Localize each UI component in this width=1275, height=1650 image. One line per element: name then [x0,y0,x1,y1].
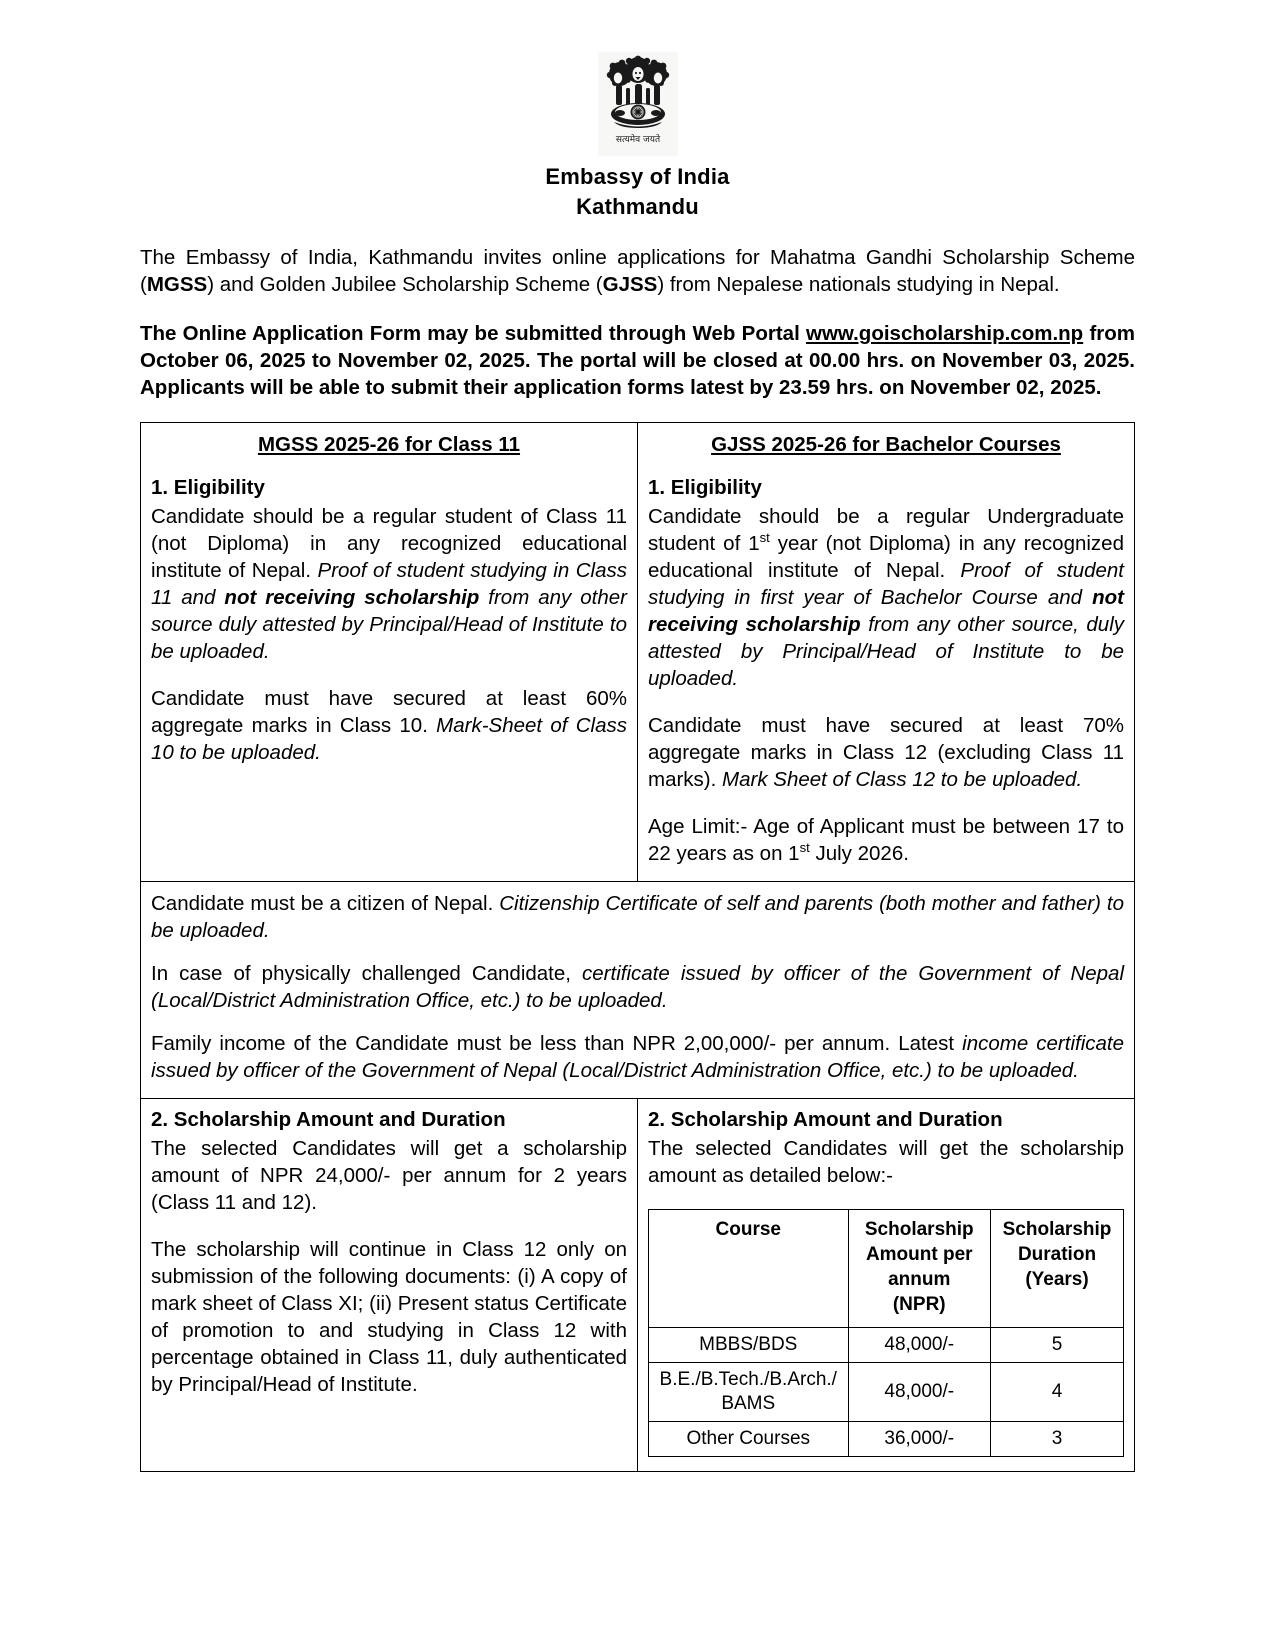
gjss-abbrev: GJSS [602,273,658,296]
gjss-age-limit-superscript: st [799,839,810,855]
course-years-cell: 4 [991,1362,1124,1421]
org-title-line2: Kathmandu [576,194,699,219]
mgss-eligibility-paragraph-2 [151,685,627,766]
course-amount-cell: 48,000/- [848,1362,991,1421]
intro-p1-text-a: The Embassy of India, Kathmandu invites online applications for Mahatma Gandhi Scholarship Scheme ( [140,246,1135,296]
intro-p1-text-c: ) from Nepalese nationals studying in Nepal. [657,273,1060,296]
family-income-italic: income certificate issued by officer of the Government of Nepal (Local/District Administration Office, etc.) to be uploaded. [151,1031,1124,1082]
mgss-elig-p1-italic-1: Proof of student studying in Class 11 and [151,558,628,609]
course-name-cell: MBBS/BDS [649,1327,849,1362]
mgss-amount-paragraph-1: The selected Candidates will get a scholarship amount of NPR 24,000/- per annum for 2 years (Class 11 and 12). [151,1136,627,1214]
course-column-header: Course [649,1209,849,1327]
intro-paragraph-1 [140,244,1135,298]
amount-column-header [848,1209,991,1327]
course-table-header-row [649,1209,1124,1327]
gjss-eligibility-paragraph-2 [648,712,1124,793]
mgss-elig-p2-italic: Mark-Sheet of Class 10 to be uploaded. [151,713,628,764]
table-row [649,1327,1124,1362]
gjss-elig-p1-italic-2: from any other source, duly attested by Principal/Head of Institute to be uploaded. [648,612,1124,690]
duration-header-line-3: (Years) [1025,1268,1089,1290]
web-portal-link[interactable]: www.goischolarship.com.np [806,322,1084,345]
course-name-cell [649,1362,849,1421]
family-income-paragraph [151,1030,1124,1084]
org-title-line1: Embassy of India [545,164,730,189]
mgss-amount-cell [141,1098,638,1471]
physically-challenged-italic: certificate issued by officer of the Government of Nepal (Local/District Administration Office, etc.) to be uploaded. [151,961,1125,1012]
physically-challenged-paragraph [151,960,1124,1014]
scholarship-comparison-table [140,422,1135,1472]
course-name-line-1: B.E./B.Tech./B.Arch./ [659,1368,837,1390]
amount-header-line-4: (NPR) [892,1293,946,1315]
mgss-column-header: MGSS 2025-26 for Class 11 [257,432,521,456]
gjss-elig-p1-bold-italic: not receiving scholarship [648,585,1124,636]
amount-header-line-2: Amount per [865,1243,973,1265]
eligibility-row [141,422,1135,881]
citizenship-paragraph [151,890,1124,944]
gjss-elig-p2-plain: Candidate must have secured at least 70% aggregate marks in Class 12 (excluding Class 11 marks). [648,713,1124,791]
course-name-line-2: BAMS [721,1392,776,1414]
course-amount-cell: 48,000/- [848,1327,991,1362]
intro-paragraph-2 [140,320,1135,401]
mgss-amount-heading: 2. Scholarship Amount and Duration [151,1107,506,1131]
scholarship-amount-row [141,1098,1135,1471]
physically-challenged-plain: In case of physically challenged Candidate, [151,961,583,985]
gjss-elig-p2-italic: Mark Sheet of Class 12 to be uploaded. [722,767,1083,791]
intro-p1-text-b: ) and Golden Jubilee Scholarship Scheme ( [207,273,603,296]
gjss-age-limit-paragraph [648,813,1124,867]
gjss-elig-p1-superscript: st [759,529,770,545]
common-requirements-row [141,881,1135,1098]
gjss-elig-p1-italic-1: Proof of student studying in first year of Bachelor Course and [648,558,1124,609]
duration-header-line-2: Duration [1017,1243,1097,1265]
course-years-cell: 3 [991,1421,1124,1456]
intro-p2-text-a: The Online Application Form may be submitted through Web Portal [140,322,807,345]
course-name-cell: Other Courses [649,1421,849,1456]
mgss-amount-paragraph-2: The scholarship will continue in Class 12 only on submission of the following documents: (i) A copy of mark sheet of Class XI; (ii) Present status Certificate of promotion to and studying in Class 12 with percentage obtained in Class 11, duly authenticated by Principal/Head of Institute. [151,1237,627,1396]
gjss-column-header: GJSS 2025-26 for Bachelor Courses [711,432,1061,456]
course-scholarship-table [648,1209,1124,1457]
gjss-age-limit-text-b: July 2026. [809,841,909,865]
family-income-plain: Family income of the Candidate must be less than NPR 2,00,000/- per annum. Latest [151,1031,963,1055]
citizenship-italic: Citizenship Certificate of self and parents (both mother and father) to be uploaded. [151,891,1124,942]
gjss-eligibility-paragraph-1 [648,503,1124,692]
amount-header-line-1: Scholarship [864,1218,974,1240]
course-years-cell: 5 [991,1327,1124,1362]
gjss-eligibility-cell [638,422,1135,881]
table-row [649,1421,1124,1456]
mgss-elig-p1-bold-italic: not receiving scholarship [224,585,480,609]
table-row [649,1362,1124,1421]
gjss-amount-cell [638,1098,1135,1471]
mgss-elig-p2-plain: Candidate must have secured at least 60% aggregate marks in Class 10. [151,686,627,737]
emblem-motto-text: सत्यमेव जयते [615,135,660,145]
india-national-emblem-lion-capital-icon [598,52,678,156]
emblem-container [140,52,1135,156]
mgss-eligibility-heading: 1. Eligibility [151,475,265,499]
course-amount-cell: 36,000/- [848,1421,991,1456]
mgss-eligibility-paragraph-1 [151,503,627,665]
citizenship-plain: Candidate must be a citizen of Nepal. [151,891,500,915]
mgss-elig-p1-plain: Candidate should be a regular student of Class 11 (not Diploma) in any recognized educational institute of Nepal. [151,504,627,582]
mgss-elig-p1-italic-2: from any other source duly attested by Principal/Head of Institute to be uploaded. [151,585,627,663]
amount-header-line-3: annum [888,1268,951,1290]
common-requirements-cell [141,881,1135,1098]
mgss-eligibility-cell [141,422,638,881]
gjss-elig-p1-plain-a: Candidate should be a regular Undergraduate student of 1 [648,504,1124,555]
gjss-age-limit-text-a: Age Limit:- Age of Applicant must be between 17 to 22 years as on 1 [648,814,1124,865]
gjss-eligibility-heading: 1. Eligibility [648,475,762,499]
gjss-amount-intro: The selected Candidates will get the scholarship amount as detailed below:- [648,1136,1124,1187]
duration-header-line-1: Scholarship [1002,1218,1112,1240]
gjss-elig-p1-plain-b: year (not Diploma) in any recognized educational institute of Nepal. [648,531,1124,582]
duration-column-header [991,1209,1124,1327]
mgss-abbrev: MGSS [146,273,208,296]
gjss-amount-heading: 2. Scholarship Amount and Duration [648,1107,1003,1131]
intro-p2-text-b: from October 06, 2025 to November 02, 2025. The portal will be closed at 00.00 hrs. on November 03, 2025. Applicants will be able to submit their application forms latest by 23.59 hrs. on November 02, 2025. [140,322,1135,399]
